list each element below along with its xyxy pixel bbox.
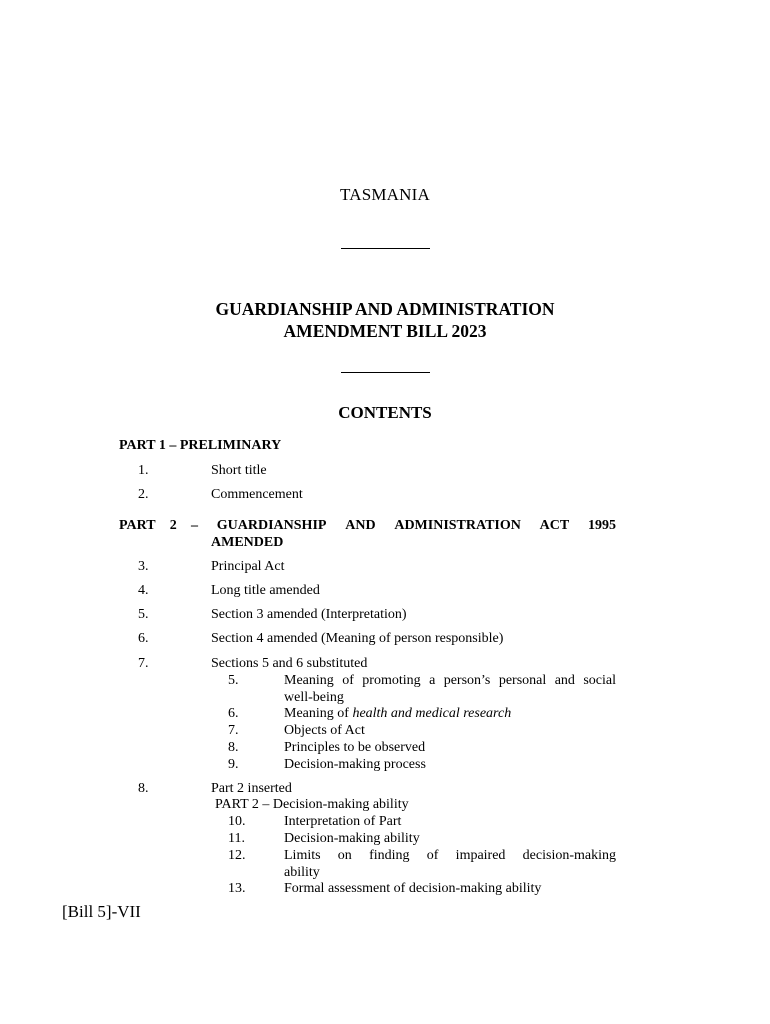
section-number: 5.	[138, 607, 149, 622]
sub-section-title: Meaning of promoting a person’s personal and social	[284, 673, 616, 688]
sub-section-title-italic: health and medical research	[352, 706, 512, 721]
sub-section-title: Decision-making ability	[284, 831, 420, 846]
sub-section-number: 7.	[228, 723, 239, 738]
section-title: Part 2 inserted	[211, 781, 292, 796]
part-2-heading-word: 1995	[587, 518, 616, 533]
section-number: 7.	[138, 656, 149, 671]
part-2-heading-word: ADMINISTRATION	[394, 518, 521, 533]
section-title: Principal Act	[211, 559, 285, 574]
section-title: Long title amended	[211, 583, 320, 598]
sub-section-title	[284, 705, 616, 722]
section-number: 1.	[138, 463, 149, 478]
part-2-heading-word: 2	[169, 518, 177, 533]
part-2-heading-word: AND	[345, 518, 376, 533]
part-2-heading	[119, 517, 616, 551]
section-title: Commencement	[211, 487, 303, 502]
section-title: Section 4 amended (Meaning of person responsible)	[211, 631, 504, 646]
part-2-heading-line-2: AMENDED	[211, 535, 284, 550]
sub-section-title-plain: Meaning of	[284, 706, 353, 721]
sub-section-title: Formal assessment of decision-making ability	[284, 881, 542, 896]
sub-section-number: 9.	[228, 757, 239, 772]
bill-title-line-1: GUARDIANSHIP AND ADMINISTRATION	[215, 299, 555, 319]
sub-section-number: 8.	[228, 740, 239, 755]
sub-section-number: 11.	[228, 831, 245, 846]
sub-section-title: Objects of Act	[284, 723, 365, 738]
divider-rule	[341, 372, 430, 373]
sub-section-title: Interpretation of Part	[284, 814, 402, 829]
section-title: Short title	[211, 463, 267, 478]
sub-section-number: 10.	[228, 814, 246, 829]
part-2-heading-word: ACT	[539, 518, 570, 533]
sub-section-number: 6.	[228, 706, 239, 721]
divider-rule	[341, 248, 430, 249]
sub-section-title: well-being	[284, 690, 344, 705]
section-title: Sections 5 and 6 substituted	[211, 656, 368, 671]
jurisdiction-heading: TASMANIA	[340, 185, 430, 204]
section-number: 4.	[138, 583, 149, 598]
sub-section-number: 13.	[228, 881, 246, 896]
inserted-part-heading: PART 2 – Decision-making ability	[215, 797, 409, 812]
part-1-heading: PART 1 – PRELIMINARY	[119, 438, 282, 453]
sub-section-number: 12.	[228, 848, 246, 863]
sub-section-number: 5.	[228, 673, 239, 688]
section-number: 3.	[138, 559, 149, 574]
contents-heading: CONTENTS	[338, 403, 432, 422]
section-number: 6.	[138, 631, 149, 646]
bill-reference-footer: [Bill 5]-VII	[62, 902, 141, 921]
section-title: Section 3 amended (Interpretation)	[211, 607, 407, 622]
part-2-heading-word: GUARDIANSHIP	[216, 518, 327, 533]
section-number: 2.	[138, 487, 149, 502]
sub-section-title: Principles to be observed	[284, 740, 426, 755]
bill-title-line-2: AMENDMENT BILL 2023	[283, 321, 487, 341]
sub-section-title: Decision-making process	[284, 757, 426, 772]
sub-section-title: Limits on finding of impaired decision-making	[284, 848, 616, 863]
part-2-heading-word: PART	[119, 518, 156, 533]
sub-section-title: ability	[284, 865, 320, 880]
part-2-heading-word: –	[191, 518, 198, 533]
section-number: 8.	[138, 781, 149, 796]
